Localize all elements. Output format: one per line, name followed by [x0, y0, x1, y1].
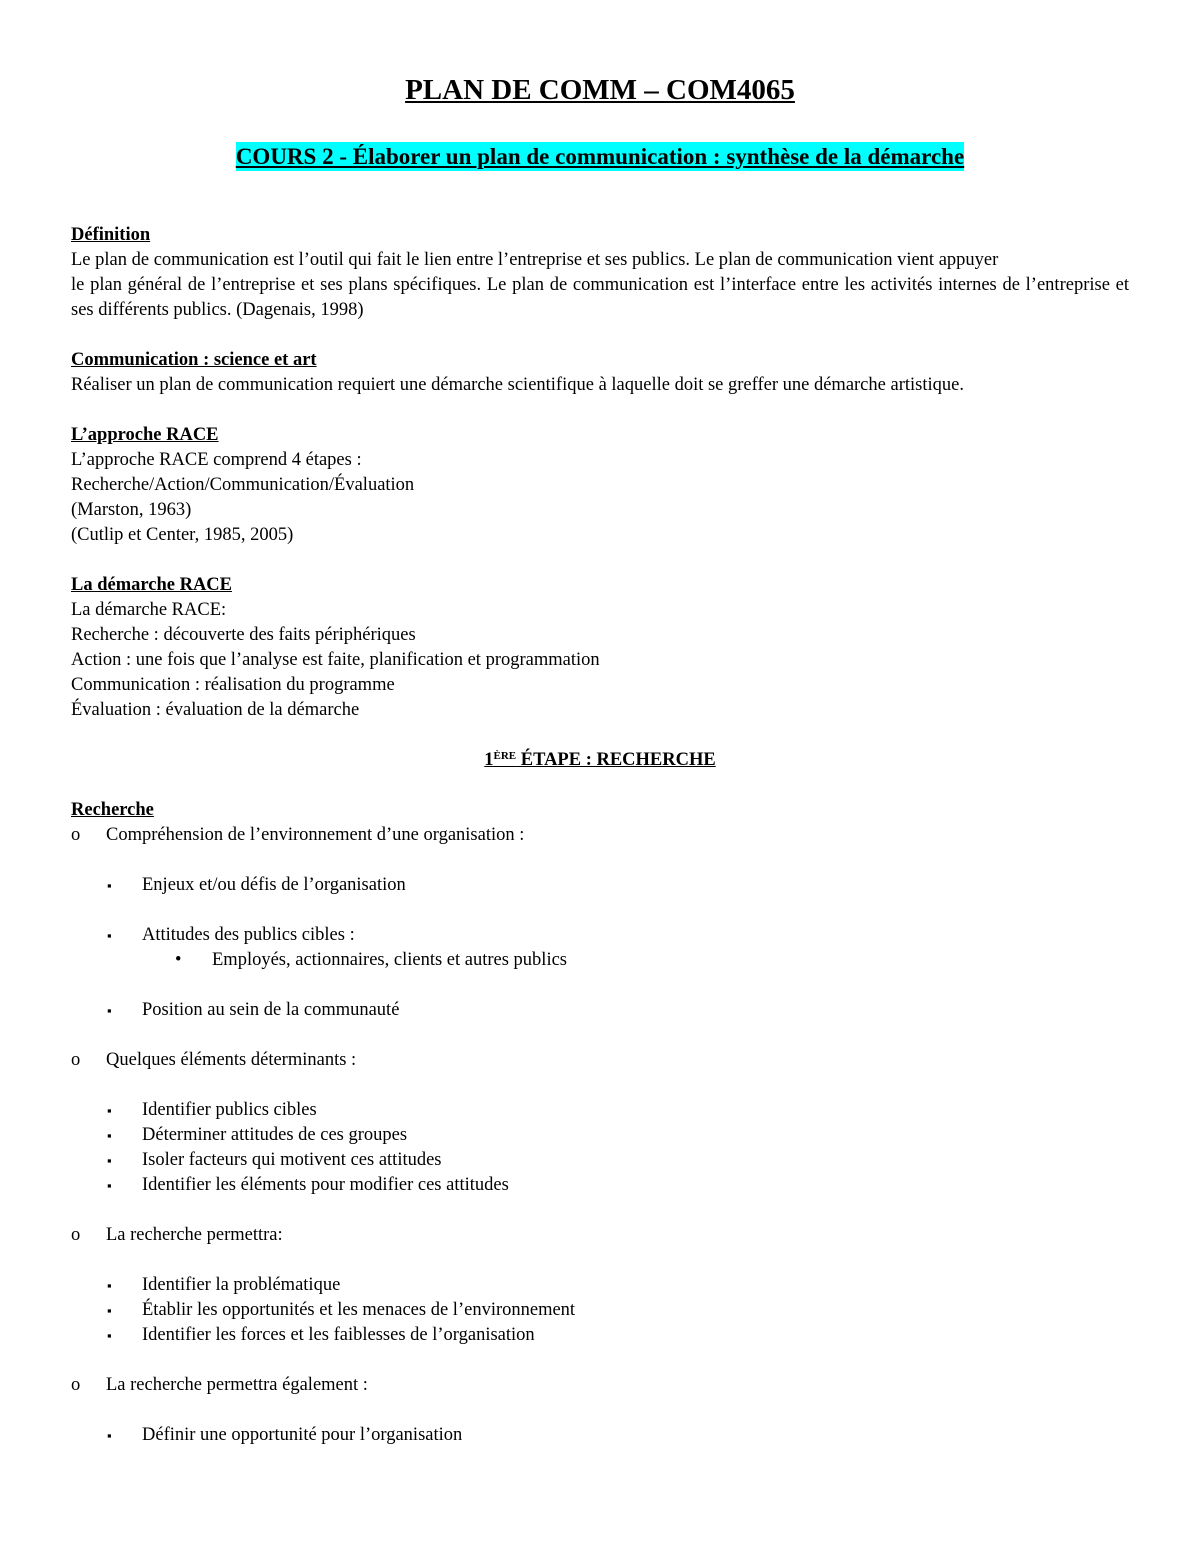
list-item: ▪ Identifier les éléments pour modifier ces attitudes [71, 1173, 1129, 1198]
demarche-line: La démarche RACE: [71, 600, 227, 620]
list-item: ▪ Attitudes des publics cibles : [71, 923, 1129, 948]
demarche-heading: La démarche RACE [71, 575, 233, 595]
circle-bullet-icon: o [71, 1375, 81, 1395]
square-bullet-icon: ▪ [107, 1178, 112, 1193]
list-item: ▪ Identifier les forces et les faiblesses de l’organisation [71, 1323, 1129, 1348]
etape-label: ÉTAPE : RECHERCHE [516, 750, 716, 770]
list-item: ▪ Enjeux et/ou défis de l’organisation [71, 873, 1129, 898]
square-bullet-icon: ▪ [107, 1428, 112, 1443]
approche-line: (Cutlip et Center, 1985, 2005) [71, 525, 294, 545]
square-bullet-icon: ▪ [107, 1003, 112, 1018]
list-item: ▪ Établir les opportunités et les menaces de l’environnement [71, 1298, 1129, 1323]
etape-number: 1 [484, 750, 494, 770]
subtitle-block [71, 141, 1129, 175]
approche-line: Recherche/Action/Communication/Évaluation [71, 475, 415, 495]
list-item: ▪ Identifier la problématique [71, 1273, 1129, 1298]
square-bullet-icon: ▪ [107, 1303, 112, 1318]
list-item: ▪ Position au sein de la communauté [71, 998, 1129, 1023]
dot-bullet-icon: • [175, 950, 182, 970]
square-bullet-icon: ▪ [107, 928, 112, 943]
list-item: ▪ Définir une opportunité pour l’organisation [71, 1423, 1129, 1448]
square-bullet-icon: ▪ [107, 1328, 112, 1343]
demarche-line: Évaluation : évaluation de la démarche [71, 700, 360, 720]
list-item: o Compréhension de l’environnement d’une organisation : [71, 823, 1129, 848]
science-art-text: Réaliser un plan de communication requiert une démarche scientifique à laquelle doit se greffer une démarche artistique. [71, 375, 964, 395]
definition-heading: Définition [71, 225, 151, 245]
document-title: PLAN DE COMM – COM4065 [405, 74, 795, 106]
list-item: ▪ Isoler facteurs qui motivent ces attitudes [71, 1148, 1129, 1173]
square-bullet-icon: ▪ [107, 1103, 112, 1118]
circle-bullet-icon: o [71, 1050, 81, 1070]
list-item: ▪ Identifier publics cibles [71, 1098, 1129, 1123]
square-bullet-icon: ▪ [107, 1153, 112, 1168]
approche-line: L’approche RACE comprend 4 étapes : [71, 450, 362, 470]
definition-paragraph-2: le plan général de l’entreprise et ses plans spécifiques. Le plan de communication est l’interface entre les activités internes de l’entreprise et ses différents publics. (Dagenais, 1998) [71, 275, 1129, 320]
circle-bullet-icon: o [71, 825, 81, 845]
science-art-heading: Communication : science et art [71, 350, 317, 370]
demarche-line: Communication : réalisation du programme [71, 675, 395, 695]
etape-superscript: ÈRE [493, 750, 517, 762]
square-bullet-icon: ▪ [107, 1128, 112, 1143]
definition-paragraph-1: Le plan de communication est l’outil qui fait le lien entre l’entreprise et ses publics. Le plan de communication vient appuyer [71, 250, 999, 270]
list-item: ▪ Déterminer attitudes de ces groupes [71, 1123, 1129, 1148]
list-item: o La recherche permettra également : [71, 1373, 1129, 1398]
approche-heading: L’approche RACE [71, 425, 219, 445]
square-bullet-icon: ▪ [107, 1278, 112, 1293]
recherche-heading: Recherche [71, 800, 154, 820]
etape-heading [71, 748, 1129, 773]
circle-bullet-icon: o [71, 1225, 81, 1245]
approche-line: (Marston, 1963) [71, 500, 192, 520]
demarche-line: Recherche : découverte des faits périphériques [71, 625, 416, 645]
course-subtitle: COURS 2 - Élaborer un plan de communication : synthèse de la démarche [235, 144, 965, 169]
list-item: o La recherche permettra: [71, 1223, 1129, 1248]
square-bullet-icon: ▪ [107, 878, 112, 893]
demarche-line: Action : une fois que l’analyse est faite, planification et programmation [71, 650, 600, 670]
list-item: • Employés, actionnaires, clients et autres publics [71, 948, 1129, 973]
list-item: o Quelques éléments déterminants : [71, 1048, 1129, 1073]
document-page [71, 72, 1129, 1448]
